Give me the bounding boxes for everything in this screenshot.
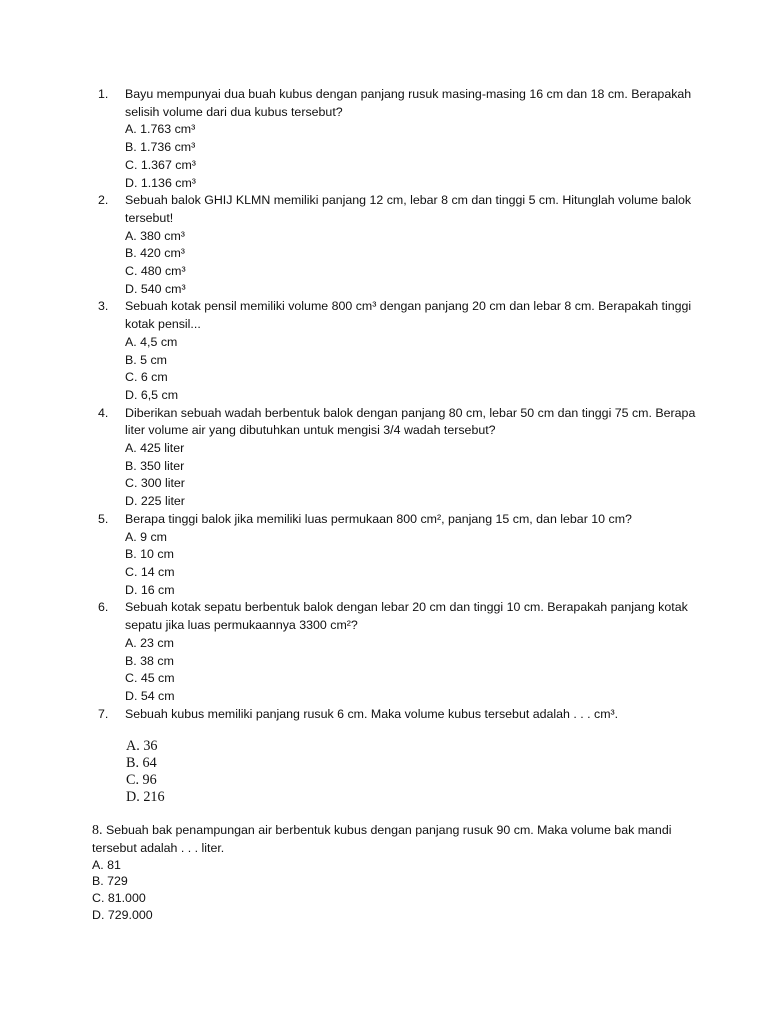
option-d: D. 54 cm: [125, 688, 175, 703]
option-c: C. 480 cm³: [125, 264, 186, 279]
question-6: [98, 599, 698, 705]
question-text: [92, 822, 692, 857]
question-5: [98, 511, 698, 600]
question-text: Bayu mempunyai dua buah kubus dengan panjang rusuk masing-masing 16 cm dan 18 cm. Berapakah selisih volume dari dua kubus tersebut?: [125, 87, 692, 119]
question-text: Berapa tinggi balok jika memiliki luas permukaan 800 cm², panjang 15 cm, dan lebar 10 cm?: [125, 511, 632, 526]
question-body: [125, 599, 698, 705]
option-c: C. 45 cm: [125, 671, 175, 686]
question-text: Sebuah balok GHIJ KLMN memiliki panjang 12 cm, lebar 8 cm dan tinggi 5 cm. Hitunglah volume balok tersebut!: [125, 193, 692, 225]
option-a: A. 425 liter: [125, 441, 185, 456]
question-statement: Sebuah bak penampungan air berbentuk kubus dengan panjang rusuk 90 cm. Maka volume bak mandi tersebut adalah . . . liter.: [92, 823, 672, 855]
option-c: C. 14 cm: [125, 564, 175, 579]
option-c: C. 96: [126, 772, 157, 788]
option-d: D. 16 cm: [125, 582, 175, 597]
option-b: B. 420 cm³: [125, 246, 185, 261]
question-body: [125, 405, 698, 511]
question-number: 2.: [98, 193, 109, 208]
option-b: B. 350 liter: [125, 458, 185, 473]
question-body: [125, 298, 698, 404]
option-d: D. 540 cm³: [125, 281, 186, 296]
option-d: D. 729.000: [92, 907, 153, 922]
question-number: 1.: [98, 87, 109, 101]
option-a: A. 36: [126, 738, 158, 754]
question-number: 4.: [98, 405, 109, 420]
option-a: A. 4,5 cm: [125, 334, 178, 349]
option-b: B. 10 cm: [125, 547, 174, 562]
option-c: C. 81.000: [92, 891, 146, 906]
question-body: [125, 706, 698, 724]
question-number: 8.: [92, 823, 103, 838]
option-a: A. 81: [92, 857, 121, 872]
question-1: [98, 86, 698, 192]
question-number: 3.: [98, 299, 109, 314]
option-b: B. 1.736 cm³: [125, 140, 196, 155]
question-number: 6.: [98, 600, 109, 615]
option-b: B. 64: [126, 755, 157, 771]
question-4: [98, 405, 698, 511]
question-body: [125, 192, 698, 298]
question-8: [92, 822, 692, 924]
question-3: [98, 298, 698, 404]
question-text: Sebuah kotak sepatu berbentuk balok dengan lebar 20 cm dan tinggi 10 cm. Berapakah panjang kotak sepatu jika luas permukaannya 3300 cm²?: [125, 600, 688, 633]
option-d: D. 216: [126, 789, 165, 805]
question-7-options: [126, 738, 165, 806]
option-b: B. 5 cm: [125, 352, 167, 367]
option-c: C. 1.367 cm³: [125, 157, 196, 172]
question-number: 7.: [98, 706, 109, 721]
question-text: Sebuah kotak pensil memiliki volume 800 cm³ dengan panjang 20 cm dan lebar 8 cm. Berapakah tinggi kotak pensil...: [125, 299, 692, 332]
question-body: [125, 86, 698, 192]
question-7: [98, 706, 698, 724]
option-a: A. 9 cm: [125, 529, 167, 544]
question-2: [98, 192, 698, 298]
option-d: D. 1.136 cm³: [125, 175, 196, 190]
question-text: Sebuah kubus memiliki panjang rusuk 6 cm. Maka volume kubus tersebut adalah . . . cm³.: [125, 706, 619, 721]
question-number: 5.: [98, 511, 109, 526]
option-a: A. 23 cm: [125, 635, 174, 650]
option-a: A. 1.763 cm³: [125, 122, 196, 137]
option-d: D. 225 liter: [125, 494, 185, 509]
option-c: C. 6 cm: [125, 370, 168, 385]
option-b: B. 38 cm: [125, 653, 174, 668]
option-d: D. 6,5 cm: [125, 387, 179, 402]
option-b: B. 729: [92, 874, 128, 889]
question-list: [98, 86, 698, 723]
question-text: Diberikan sebuah wadah berbentuk balok dengan panjang 80 cm, lebar 50 cm dan tinggi 75 cm. Berapa liter volume air yang dibutuhkan untuk mengisi 3/4 wadah tersebut?: [125, 405, 696, 438]
option-a: A. 380 cm³: [125, 228, 185, 243]
question-body: [125, 511, 698, 600]
option-c: C. 300 liter: [125, 476, 185, 491]
